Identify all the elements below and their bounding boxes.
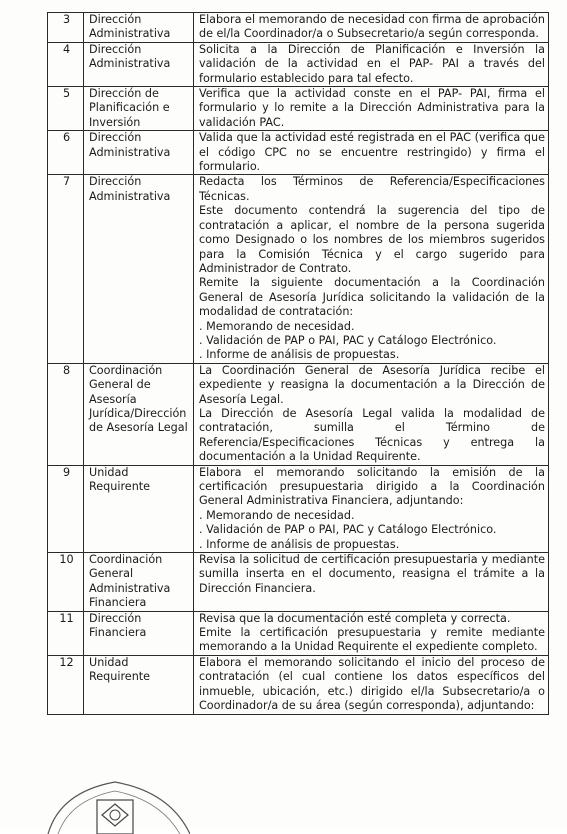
- responsible-unit: Dirección Administrativa: [84, 131, 194, 175]
- activity-description: [194, 655, 549, 714]
- activity-description: [194, 465, 549, 552]
- activity-paragraph: Elabora el memorando solicitando el inicio del proceso de contratación (el cual contiene los datos específicos del inmueble, ubicación, etc.) dirigido el/la Subsecretario/a o Coordinador/a de su área (según corresponda), adjuntando:: [199, 655, 545, 713]
- activity-description: [194, 13, 549, 43]
- responsible-unit: Dirección Administrativa: [84, 13, 194, 43]
- attachment-list-item: . Informe de análisis de propuestas.: [199, 348, 400, 362]
- responsible-unit: Dirección Administrativa: [84, 175, 194, 363]
- activity-description: [194, 42, 549, 86]
- activity-paragraph: Revisa que la documentación esté completa y correcta.: [199, 611, 511, 625]
- activity-paragraph: Remite la siguiente documentación a la Coordinación General de Asesoría Jurídica solicitando la validación de la modalidad de contratación:: [199, 276, 545, 319]
- procedure-table-body: [48, 13, 549, 715]
- table-row: [48, 42, 549, 86]
- activity-paragraph: Elabora el memorando de necesidad con firma de aprobación de el/la Coordinador/a o Subsecretario/a según corresponda.: [199, 13, 545, 41]
- responsible-unit: Dirección Financiera: [84, 611, 194, 655]
- attachment-list-item: . Informe de análisis de propuestas.: [199, 537, 400, 551]
- official-seal-icon: [40, 774, 190, 834]
- step-number: 10: [48, 553, 84, 612]
- table-row: [48, 465, 549, 552]
- activity-description: [194, 87, 549, 131]
- step-number: 3: [48, 13, 84, 43]
- activity-description: [194, 611, 549, 655]
- table-row: [48, 175, 549, 363]
- responsible-unit: Dirección Administrativa: [84, 42, 194, 86]
- responsible-unit: Unidad Requirente: [84, 655, 194, 714]
- attachment-list-item: . Validación de PAP o PAI, PAC y Catálogo Electrónico.: [199, 333, 497, 347]
- step-number: 7: [48, 175, 84, 363]
- activity-paragraph: Este documento contendrá la sugerencia del tipo de contratación a aplicar, el nombre de la persona sugerida como Designado o los nombres de los miembros sugeridos para la Comisión Técnica y el cargo sugerido para Administrador de Contrato.: [199, 204, 545, 275]
- table-row: [48, 611, 549, 655]
- step-number: 6: [48, 131, 84, 175]
- step-number: 4: [48, 42, 84, 86]
- responsible-unit: Coordinación General Administrativa Financiera: [84, 553, 194, 612]
- attachment-list-item: . Memorando de necesidad.: [199, 508, 355, 522]
- step-number: 11: [48, 611, 84, 655]
- activity-description: [194, 175, 549, 363]
- step-number: 9: [48, 465, 84, 552]
- activity-paragraph: La Coordinación General de Asesoría Jurídica recibe el expediente y reasigna la documentación a la Dirección de Asesoría Legal.: [199, 363, 545, 406]
- attachment-list-item: . Memorando de necesidad.: [199, 319, 355, 333]
- activity-paragraph: Elabora el memorando solicitando la emisión de la certificación presupuestaria dirigido a la Coordinación General Administrativa Financiera, adjuntando:: [199, 465, 545, 508]
- step-number: 12: [48, 655, 84, 714]
- attachment-list-item: . Validación de PAP o PAI, PAC y Catálogo Electrónico.: [199, 523, 497, 537]
- activity-description: [194, 131, 549, 175]
- activity-paragraph: Revisa la solicitud de certificación presupuestaria y mediante sumilla inserta en el documento, reasigna el trámite a la Dirección Financiera.: [199, 553, 545, 595]
- step-number: 5: [48, 87, 84, 131]
- step-number: 8: [48, 363, 84, 465]
- table-row: [48, 131, 549, 175]
- responsible-unit: Dirección de Planificación e Inversión: [84, 87, 194, 131]
- activity-paragraph: Solicita a la Dirección de Planificación e Inversión la validación de la actividad en el PAP- PAI a través del formulario establecido para tal efecto.: [199, 42, 545, 85]
- table-row: [48, 553, 549, 612]
- activity-paragraph: La Dirección de Asesoría Legal valida la modalidad de contratación, sumilla el Término de Referencia/Especificaciones Técnicas y entrega la documentación a la Unidad Requirente.: [199, 406, 545, 464]
- responsible-unit: Coordinación General de Asesoría Jurídica/Dirección de Asesoría Legal: [84, 363, 194, 465]
- activity-paragraph: Redacta los Términos de Referencia/Especificaciones Técnicas.: [199, 175, 545, 203]
- activity-description: [194, 363, 549, 465]
- activity-description: [194, 553, 549, 612]
- activity-paragraph: Valida que la actividad esté registrada en el PAC (verifica que el código CPC no se encuentre restringido) y firma el formulario.: [199, 131, 545, 174]
- table-row: [48, 655, 549, 714]
- activity-paragraph: Emite la certificación presupuestaria y remite mediante memorando a la Unidad Requirente el expediente completo.: [199, 626, 545, 654]
- table-row: [48, 87, 549, 131]
- table-row: [48, 363, 549, 465]
- procedure-table: [47, 12, 549, 715]
- activity-paragraph: Verifica que la actividad conste en el PAP- PAI, firma el formulario y lo remite a la Dirección Administrativa para la validación PAC.: [199, 87, 545, 129]
- responsible-unit: Unidad Requirente: [84, 465, 194, 552]
- table-row: [48, 13, 549, 43]
